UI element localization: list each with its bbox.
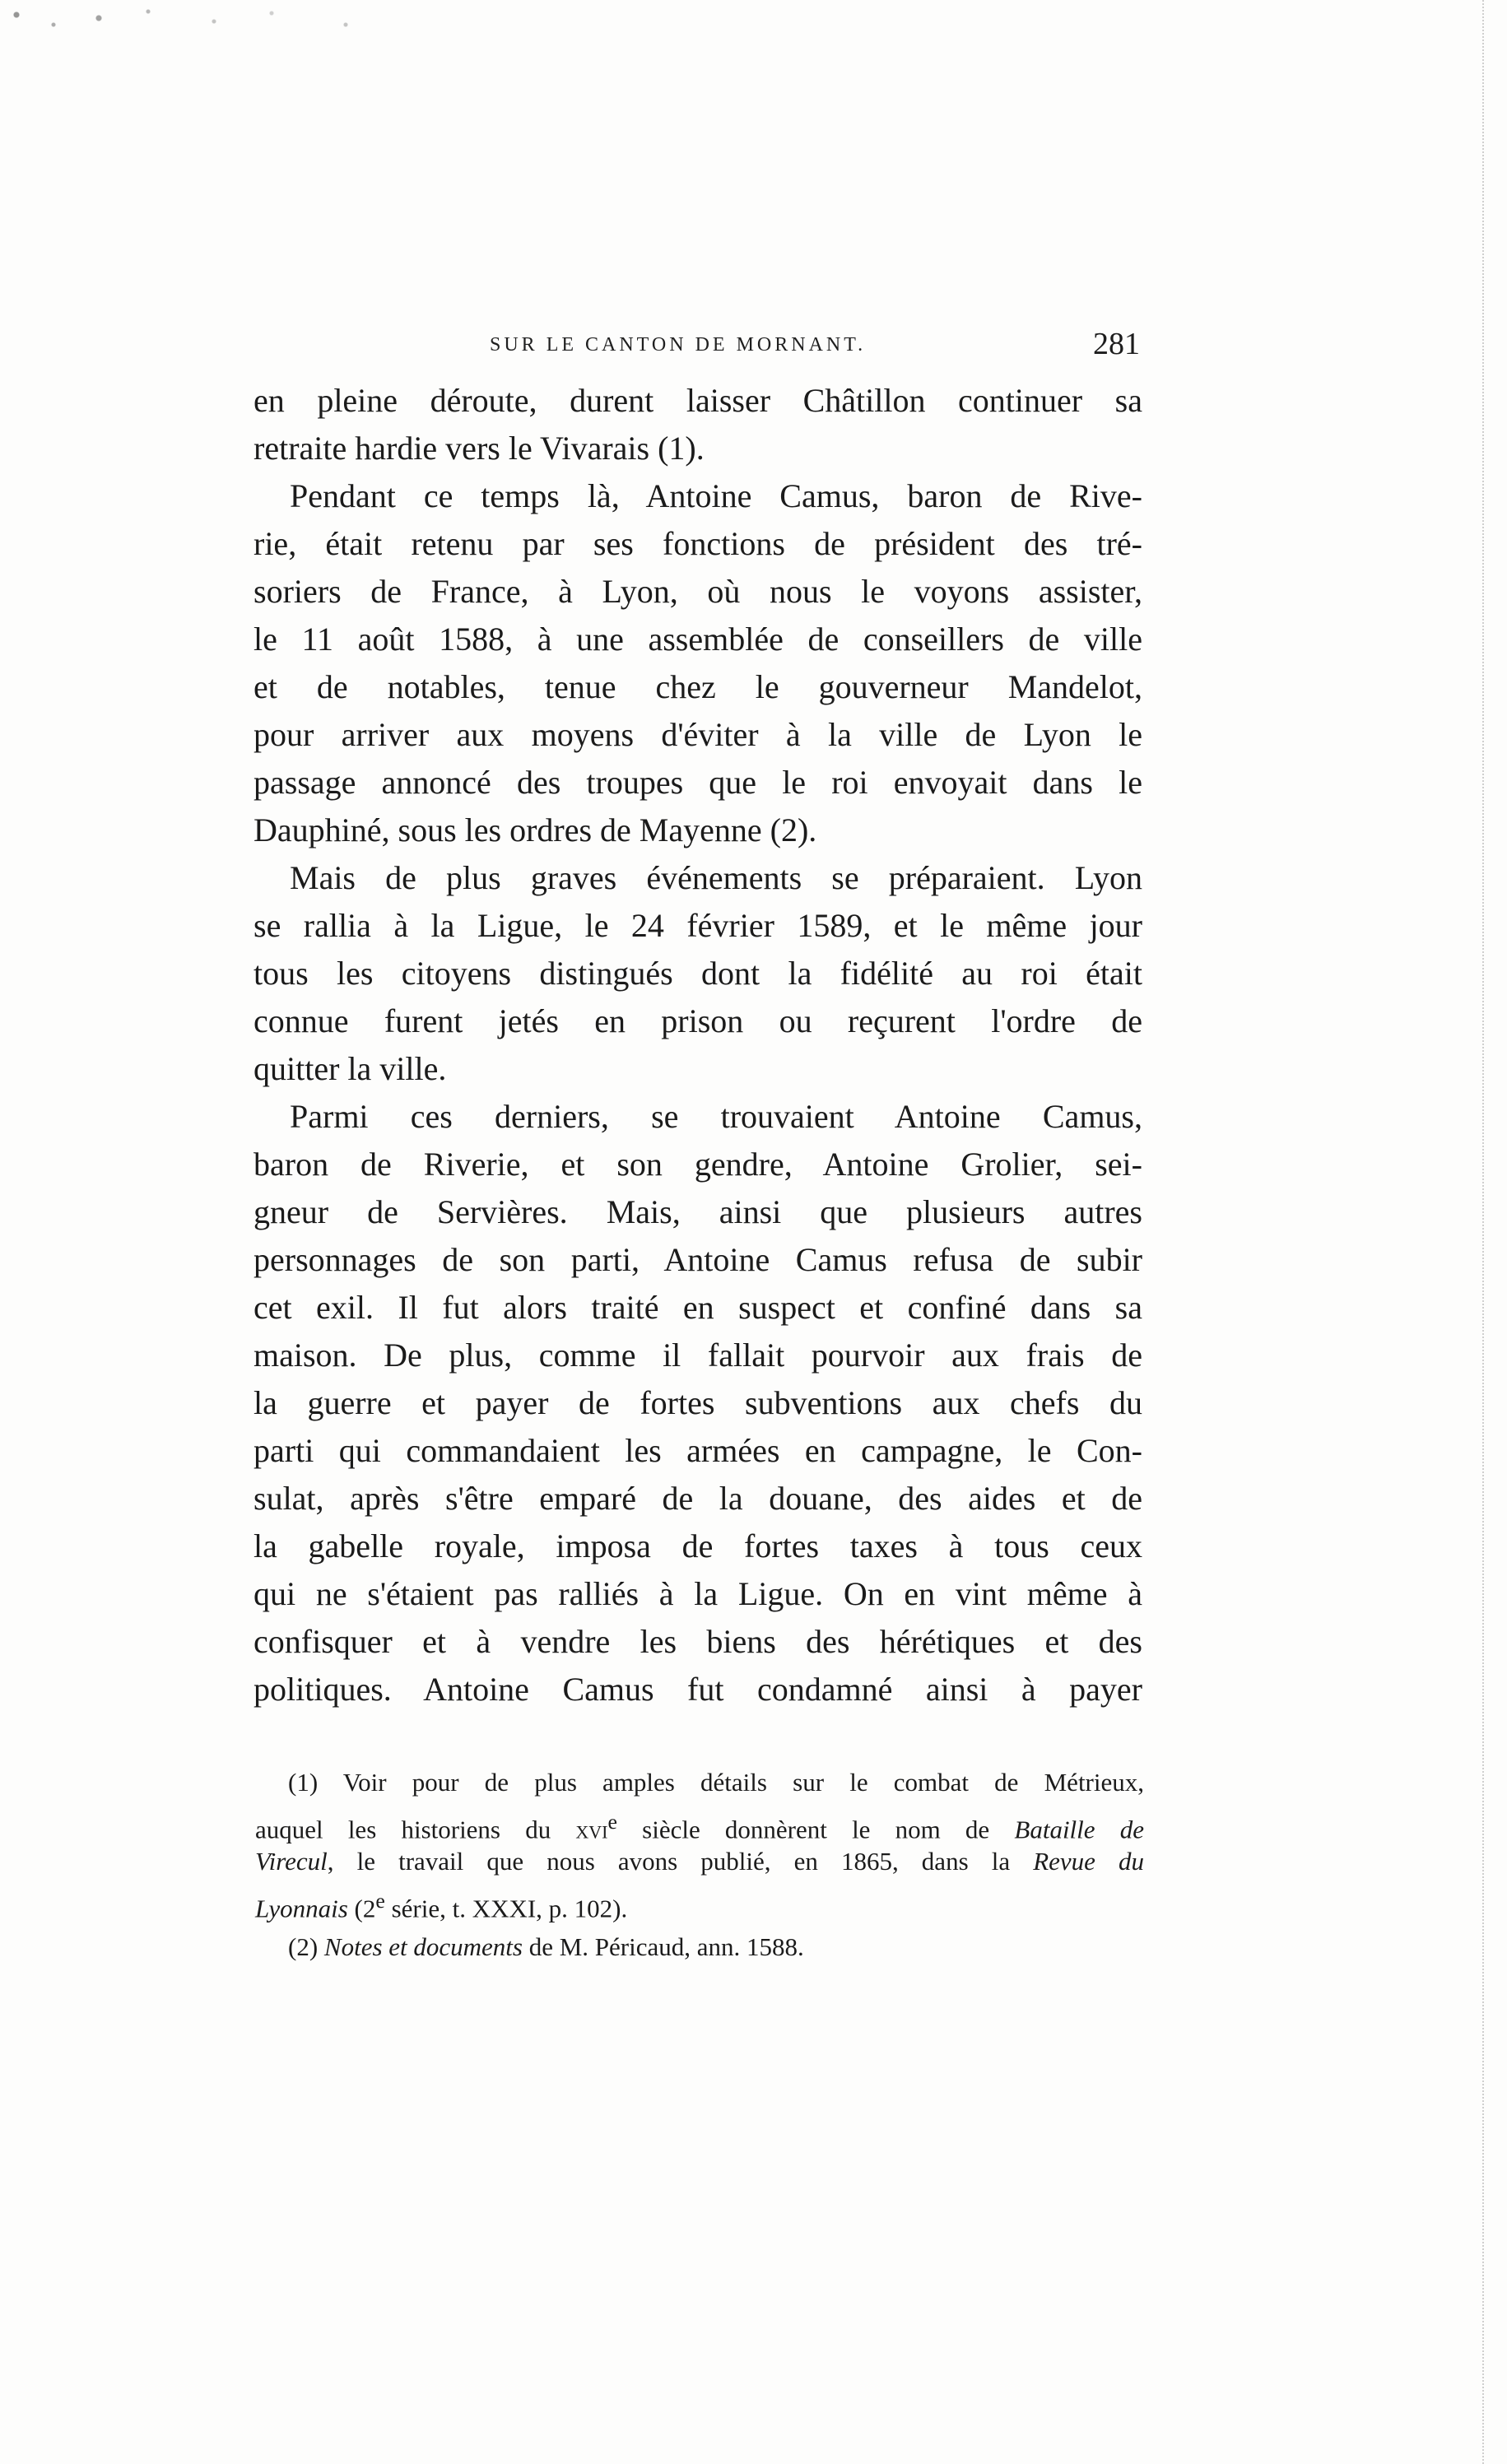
footnote-text: (2) [288, 1932, 324, 1961]
footnote-superscript: e [607, 1810, 617, 1834]
scan-page-edge [1482, 0, 1507, 2464]
footnotes [255, 1763, 1144, 1967]
footnote-text: auquel les historiens du [255, 1815, 576, 1844]
text-line: le 11 août 1588, à une assemblée de conseillers de ville [253, 621, 1142, 658]
text-line: tous les citoyens distingués dont la fidélité au roi était [253, 955, 1142, 992]
footnote-1-line [255, 1763, 1144, 1802]
text-line: personnages de son parti, Antoine Camus refusa de subir [253, 1241, 1142, 1278]
running-head: SUR LE CANTON DE MORNANT. [490, 334, 867, 356]
main-text [253, 377, 1142, 1713]
text-line: confisquer et à vendre les biens des hérétiques et des [253, 1623, 1142, 1660]
text-line: cet exil. Il fut alors traité en suspect et confiné dans sa [253, 1289, 1142, 1326]
footnote-italic: Virecul [255, 1847, 328, 1876]
text-line: sulat, après s'être emparé de la douane, des aides et de [253, 1480, 1142, 1517]
page-number: 281 [1093, 327, 1140, 361]
footnote-1-line [255, 1842, 1144, 1881]
text-line: parti qui commandaient les armées en campagne, le Con- [253, 1432, 1142, 1469]
text-line: maison. De plus, comme il fallait pourvoir aux frais de [253, 1337, 1142, 1374]
text-line: connue furent jetés en prison ou reçurent l'ordre de [253, 1002, 1142, 1039]
text-line: gneur de Servières. Mais, ainsi que plusieurs autres [253, 1193, 1142, 1230]
footnote-text: siècle donnèrent le nom de [616, 1815, 1015, 1844]
footnote-text: de M. Péricaud, ann. 1588. [522, 1932, 804, 1961]
text-line: la gabelle royale, imposa de fortes taxes à tous ceux [253, 1527, 1142, 1564]
text-line: pour arriver aux moyens d'éviter à la ville de Lyon le [253, 716, 1142, 753]
text-line: qui ne s'étaient pas ralliés à la Ligue. On en vint même à [253, 1575, 1142, 1612]
footnote-1-line [255, 1802, 1144, 1842]
text-line: et de notables, tenue chez le gouverneur Mandelot, [253, 668, 1142, 705]
text-line: en pleine déroute, durent laisser Châtillon continuer sa [253, 382, 1142, 419]
footnote-text: , le travail que nous avons publié, en 1865, dans la [327, 1847, 1034, 1876]
text-line: retraite hardie vers le Vivarais (1). [253, 430, 705, 467]
text-line: Parmi ces derniers, se trouvaient Antoine Camus, [290, 1098, 1142, 1135]
footnote-text: série, t. XXXI, p. 102). [384, 1894, 628, 1923]
footnote-1-line [255, 1881, 1144, 1921]
footnote-italic: Revue du [1033, 1847, 1145, 1876]
footnote-superscript: e [375, 1889, 385, 1913]
text-line: baron de Riverie, et son gendre, Antoine Grolier, sei- [253, 1146, 1142, 1183]
footnote-text: (1) Voir pour de plus amples détails sur le combat de Métrieux, [288, 1768, 1144, 1797]
text-line: la guerre et payer de fortes subventions aux chefs du [253, 1384, 1142, 1421]
text-line: Mais de plus graves événements se préparaient. Lyon [290, 859, 1142, 896]
text-line: rie, était retenu par ses fonctions de président des tré- [253, 525, 1142, 562]
text-line: soriers de France, à Lyon, où nous le voyons assister, [253, 573, 1142, 610]
text-line: se rallia à la Ligue, le 24 février 1589, et le même jour [253, 907, 1142, 944]
footnote-text: (2 [347, 1894, 376, 1923]
text-line: Pendant ce temps là, Antoine Camus, baron de Rive- [290, 477, 1142, 514]
text-line: Dauphiné, sous les ordres de Mayenne (2). [253, 811, 817, 848]
footnote-italic: Notes et documents [323, 1932, 523, 1961]
scan-noise-artifact [0, 0, 428, 49]
footnote-italic: Lyonnais [255, 1894, 348, 1923]
text-line: politiques. Antoine Camus fut condamné ainsi à payer [253, 1671, 1142, 1708]
text-line: passage annoncé des troupes que le roi envoyait dans le [253, 764, 1142, 801]
page-header [251, 328, 1140, 377]
footnote-2-line [255, 1927, 1144, 1967]
footnote-italic: Bataille de [1014, 1815, 1144, 1844]
footnote-century: xvi [575, 1815, 608, 1844]
text-line: quitter la ville. [253, 1050, 447, 1087]
